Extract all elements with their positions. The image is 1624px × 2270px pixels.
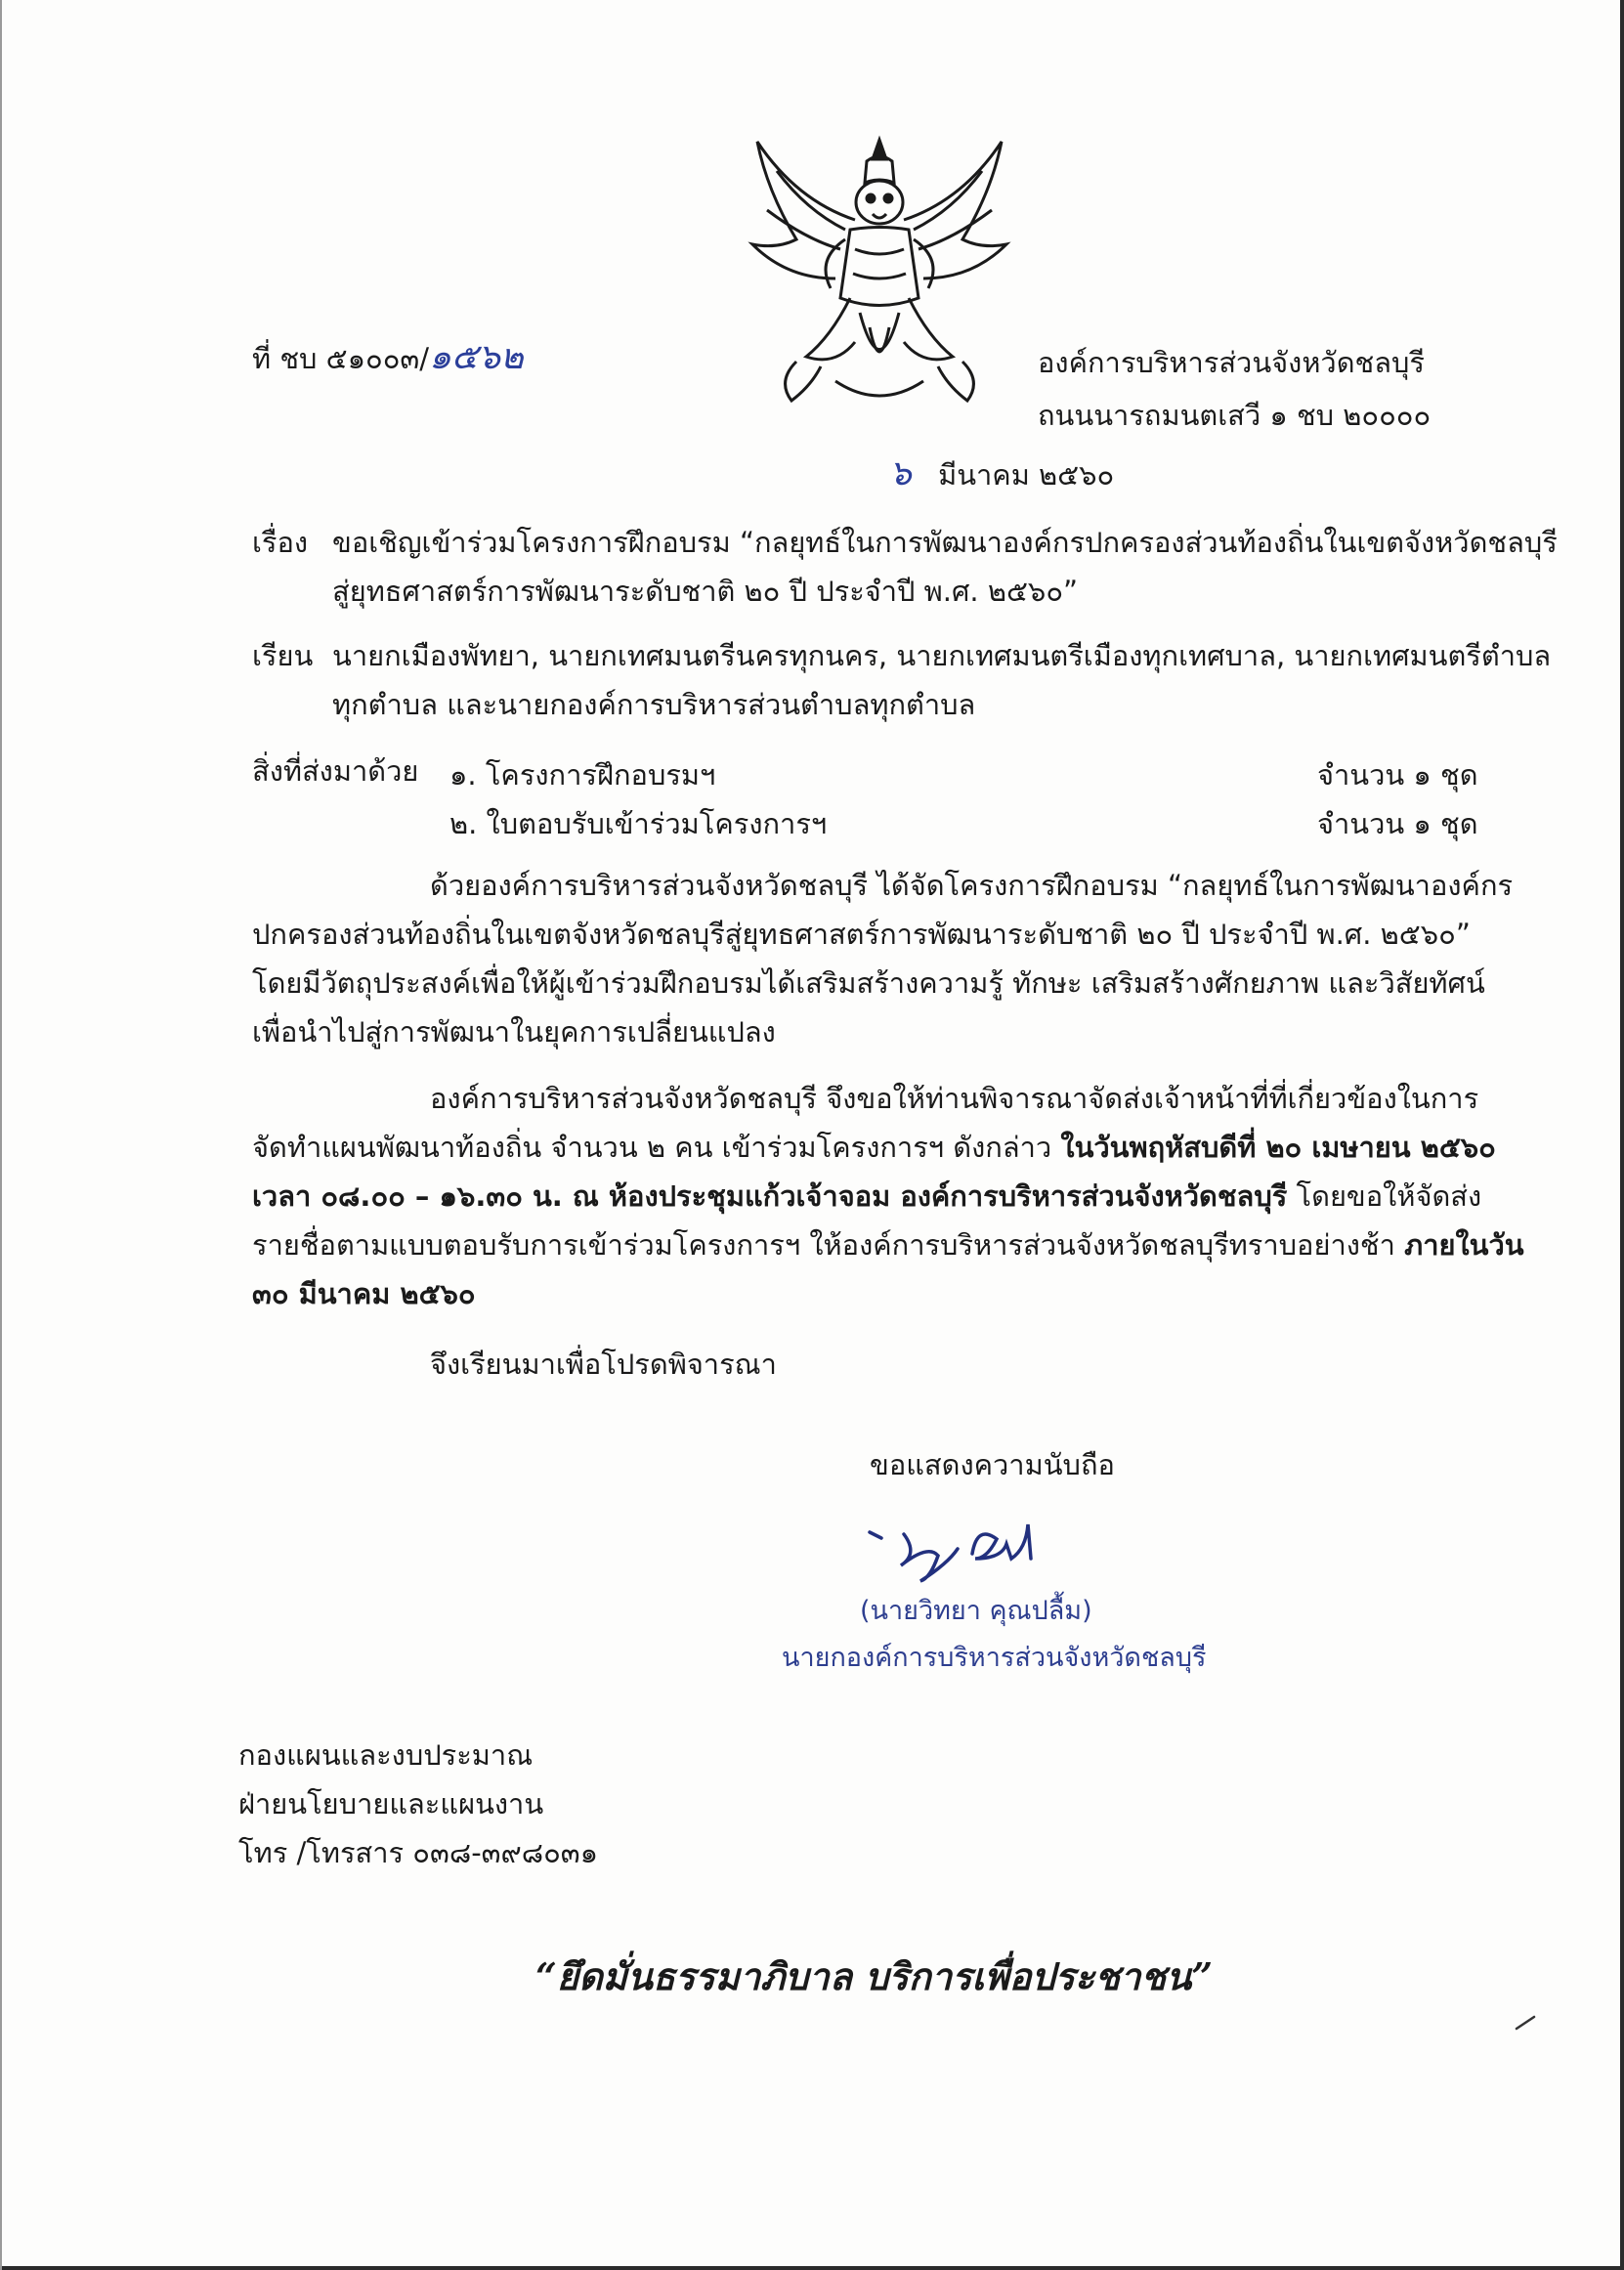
deadline-date: ๓๐ มีนาคม ๒๕๖๐: [252, 1277, 476, 1310]
body-p2-line-1: องค์การบริหารส่วนจังหวัดชลบุรี จึงขอให้ท่านพิจารณาจัดส่งเจ้าหน้าที่ที่เกี่ยวข้องในการ: [430, 1082, 1479, 1115]
enclosure-qty-2: จำนวน ๑ ชุด: [1317, 807, 1478, 840]
to-line-2: ทุกตำบล และนายกองค์การบริหารส่วนตำบลทุกตำบล: [332, 688, 976, 721]
garuda-emblem: [738, 132, 1021, 415]
body-p2-line-4a: รายชื่อตามแบบตอบรับการเข้าร่วมโครงการฯ ให้องค์การบริหารส่วนจังหวัดชลบุรีทราบอย่างช้า: [252, 1228, 1405, 1262]
body-p1-line-3: โดยมีวัตถุประสงค์เพื่อให้ผู้เข้าร่วมฝึกอบรมได้เสริมสร้างความรู้ ทักษะ เสริมสร้างศักยภาพ และวิสัยทัศน์: [252, 966, 1485, 1000]
regards: ขอแสดงความนับถือ: [870, 1448, 1115, 1481]
org-address: ถนนนารถมนตเสวี ๑ ชบ ๒๐๐๐๐: [1038, 399, 1432, 432]
handwritten-signature: [860, 1505, 1085, 1583]
closing-line: จึงเรียนมาเพื่อโปรดพิจารณา: [430, 1348, 777, 1381]
subject-line-1: ขอเชิญเข้าร่วมโครงการฝึกอบรม “กลยุทธ์ในการพัฒนาองค์กรปกครองส่วนท้องถิ่นในเขตจังหวัดชลบุรี: [332, 526, 1558, 559]
to-line-1: นายกเมืองพัทยา, นายกเทศมนตรีนครทุกนคร, นายกเทศมนตรีเมืองทุกเทศบาล, นายกเทศมนตรีตำบล: [332, 639, 1552, 672]
footer-division: กองแผนและงบประมาณ: [238, 1738, 534, 1772]
body-p2-line-2a: จัดทำแผนพัฒนาท้องถิ่น จำนวน ๒ คน เข้าร่วมโครงการฯ ดังกล่าว: [252, 1131, 1061, 1164]
body-p1-line-1: ด้วยองค์การบริหารส่วนจังหวัดชลบุรี ได้จัดโครงการฝึกอบรม “กลยุทธ์ในการพัฒนาองค์กร: [430, 869, 1514, 902]
reference-number: ที่ ชบ ๕๑๐๐๓/: [252, 342, 429, 375]
enclosure-qty-1: จำนวน ๑ ชุด: [1317, 758, 1478, 792]
body-p2-line-3b: โดยขอให้จัดส่ง: [1287, 1179, 1482, 1213]
body-p1-line-2: ปกครองส่วนท้องถิ่นในเขตจังหวัดชลบุรีสู่ยุทธศาสตร์การพัฒนาระดับชาติ ๒๐ ปี ประจำปี พ.ศ. ๒๕๖๐”: [252, 918, 1471, 951]
enclosure-item-2: ๒. ใบตอบรับเข้าร่วมโครงการฯ: [449, 807, 828, 840]
pen-mark: [1515, 2013, 1538, 2033]
signer-position: นายกองค์การบริหารส่วนจังหวัดชลบุรี: [782, 1643, 1207, 1673]
body-p1-line-4: เพื่อนำไปสู่การพัฒนาในยุคการเปลี่ยนแปลง: [252, 1015, 776, 1049]
footer-phone: โทร /โทรสาร ๐๓๘-๓๙๘๐๓๑: [238, 1836, 599, 1869]
date-month-year: มีนาคม ๒๕๖๐: [938, 458, 1115, 492]
handwritten-reference: ๑๕๖๒: [429, 337, 524, 377]
scan-edge-left: [0, 0, 2, 2270]
event-date: ในวันพฤหัสบดีที่ ๒๐ เมษายน ๒๕๖๐: [1060, 1131, 1496, 1164]
subject-line-2: สู่ยุทธศาสตร์การพัฒนาระดับชาติ ๒๐ ปี ประจำปี พ.ศ. ๒๕๖๐”: [332, 575, 1079, 608]
footer-section: ฝ่ายนโยบายและแผนงาน: [238, 1787, 544, 1820]
scan-edge-bottom: [0, 2266, 1624, 2270]
enclosure-item-1: ๑. โครงการฝึกอบรมฯ: [449, 758, 716, 792]
scan-edge-right: [1620, 0, 1624, 2270]
subject-label: เรื่อง: [252, 526, 309, 559]
handwritten-date-day: ๖: [889, 453, 912, 493]
motto: “ยึดมั่นธรรมาภิบาล บริการเพื่อประชาชน”: [535, 1954, 1214, 1998]
event-time-venue: เวลา ๐๘.๐๐ – ๑๖.๓๐ น. ณ ห้องประชุมแก้วเจ้าจอม องค์การบริหารส่วนจังหวัดชลบุรี: [252, 1179, 1288, 1213]
enclosure-label: สิ่งที่ส่งมาด้วย: [252, 754, 419, 788]
org-name: องค์การบริหารส่วนจังหวัดชลบุรี: [1038, 346, 1425, 379]
deadline-label: ภายในวัน: [1404, 1228, 1524, 1262]
to-label: เรียน: [252, 639, 314, 672]
signer-name: (นายวิทยา คุณปลื้ม): [860, 1596, 1092, 1626]
